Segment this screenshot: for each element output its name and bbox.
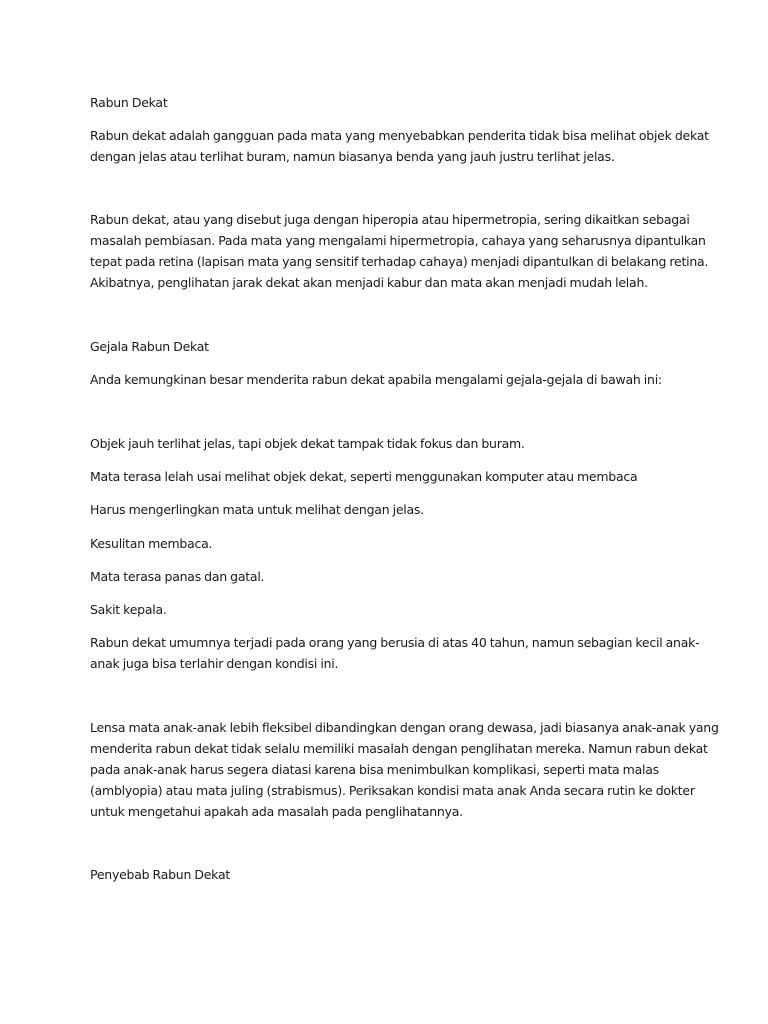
paragraph-hyperopia-line: tepat pada retina (lapisan mata yang sensitif terhadap cahaya) menjadi dipantulkan di belakang retina. xyxy=(90,254,709,269)
heading-gejala: Gejala Rabun Dekat xyxy=(90,339,209,354)
symptom-item: Mata terasa lelah usai melihat objek dekat, seperti menggunakan komputer atau membaca xyxy=(90,469,638,484)
paragraph-hyperopia-line: Akibatnya, penglihatan jarak dekat akan menjadi kabur dan mata akan menjadi mudah lelah. xyxy=(90,275,648,290)
paragraph-age-line: Rabun dekat umumnya terjadi pada orang yang berusia di atas 40 tahun, namun sebagian kecil anak- xyxy=(90,635,700,650)
symptom-item: Objek jauh terlihat jelas, tapi objek dekat tampak tidak fokus dan buram. xyxy=(90,436,525,451)
paragraph-children-line: untuk mengetahui apakah ada masalah pada penglihatannya. xyxy=(90,804,463,819)
paragraph-children-line: pada anak-anak harus segera diatasi karena bisa menimbulkan komplikasi, seperti mata malas xyxy=(90,762,659,777)
paragraph-children-line: menderita rabun dekat tidak selalu memiliki masalah dengan penglihatan mereka. Namun rabun dekat xyxy=(90,741,708,756)
paragraph-children-line: (amblyopia) atau mata juling (strabismus). Periksakan kondisi mata anak Anda secara rutin ke dokter xyxy=(90,783,695,798)
symptom-item: Mata terasa panas dan gatal. xyxy=(90,569,265,584)
symptom-item: Sakit kepala. xyxy=(90,602,167,617)
symptom-item: Harus mengerlingkan mata untuk melihat dengan jelas. xyxy=(90,502,424,517)
paragraph-definition-line: dengan jelas atau terlihat buram, namun biasanya benda yang jauh justru terlihat jelas. xyxy=(90,149,615,164)
paragraph-hyperopia-line: masalah pembiasan. Pada mata yang mengalami hipermetropia, cahaya yang seharusnya dipantulkan xyxy=(90,233,706,248)
heading-penyebab: Penyebab Rabun Dekat xyxy=(90,867,231,882)
paragraph-hyperopia-line: Rabun dekat, atau yang disebut juga dengan hiperopia atau hipermetropia, sering dikaitkan sebagai xyxy=(90,212,690,227)
symptom-item: Kesulitan membaca. xyxy=(90,536,213,551)
paragraph-definition-line: Rabun dekat adalah gangguan pada mata yang menyebabkan penderita tidak bisa melihat objek dekat xyxy=(90,128,709,143)
paragraph-children-line: Lensa mata anak-anak lebih fleksibel dibandingkan dengan orang dewasa, jadi biasanya anak-anak yang xyxy=(90,720,719,735)
paragraph-age-line: anak juga bisa terlahir dengan kondisi ini. xyxy=(90,656,339,671)
heading-rabun-dekat: Rabun Dekat xyxy=(90,95,168,110)
symptoms-intro: Anda kemungkinan besar menderita rabun dekat apabila mengalami gejala-gejala di bawah ini: xyxy=(90,372,662,387)
